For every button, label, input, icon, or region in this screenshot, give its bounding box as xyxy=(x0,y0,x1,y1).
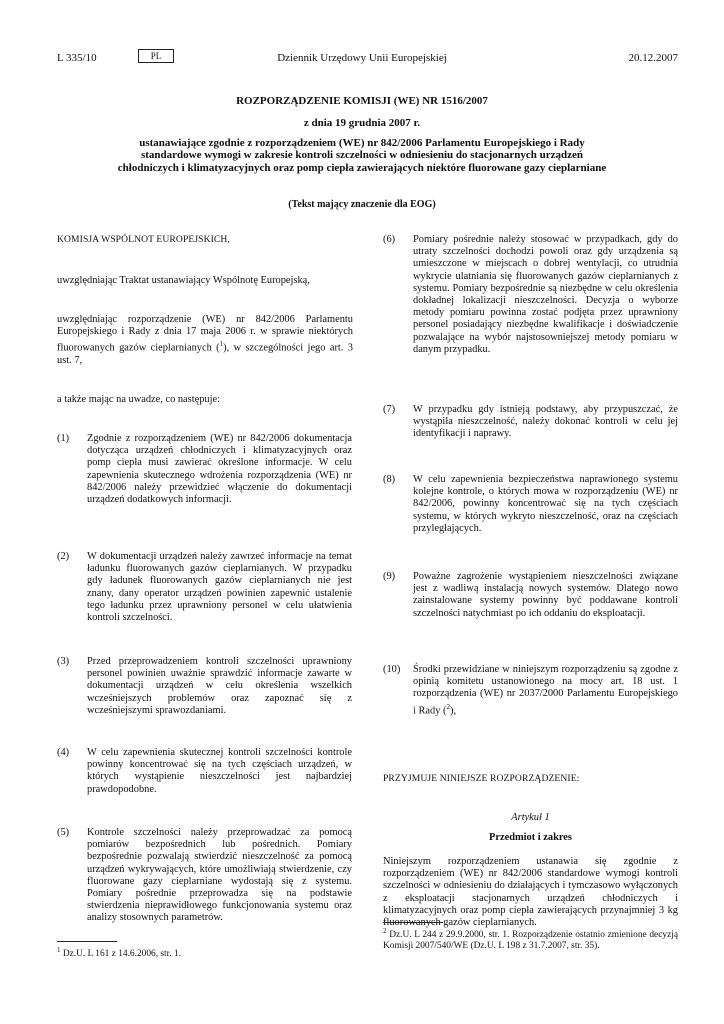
adoption-line: PRZYJMUJE NINIEJSZE ROZPORZĄDZENIE: xyxy=(383,773,580,784)
recital-number: (8) xyxy=(383,474,396,485)
treaty-recital: uwzględniając Traktat ustanawiający Wspólnotę Europejską, xyxy=(57,275,310,286)
journal-name: Dziennik Urzędowy Unii Europejskiej xyxy=(277,52,447,64)
recital-number: (1) xyxy=(57,433,70,444)
recital-text: W dokumentacji urządzeń należy zawrzeć informacje na temat ładunku fluorowanych gazów cieplarnianych. W przypadku gdy ładunek fluorowanych gazów cieplarnianych nie jest znany, dany operator urządzeń powinien zapewnić ustalenie tego ładunku przez uprawniony personel w celu ułatwienia kontroli szczelności. xyxy=(87,551,352,624)
regulation-date: z dnia 19 grudnia 2007 r. xyxy=(303,117,421,129)
footnote-2: $^2$ Dz.U. L 244 z 29.9.2000, str. 1. Rozporządzenie ostatnio zmienione decyzją Komisji 2007/540/WE (Dz.U. L 198 z 31.7.2007, str. 35). xyxy=(383,927,678,952)
recital-number: (10) xyxy=(383,664,401,675)
footnote-divider xyxy=(57,941,117,942)
commission-line: KOMISJA WSPÓLNOT EUROPEJSKICH, xyxy=(57,234,230,245)
recital-text: Pomiary pośrednie należy stosować w przypadkach, gdy do utraty szczelności dochodzi powoli oraz gdy urządzenia są umieszczone w miejscach o dobrej wentylacji, co utrudnia wykrycie ulatniania się fluorowanych gazów cieplarnianych z systemu. Pomiary bezpośrednie są niezbędne w celu określenia dokładnej lokalizacji nieszczelności. Decyzja o wyborze metody pomiaru powinna zostać podjęta przez uprawniony personel posiadający niezbędne kwalifikacje i doświadczenie pozwalające na wybór najstosowniejszej metody pomiaru w danym przypadku. xyxy=(413,234,678,355)
page-reference: L 335/10 xyxy=(57,52,97,64)
recital-number: (4) xyxy=(57,747,70,758)
footnote-divider xyxy=(383,922,443,923)
recital-text: W celu zapewnienia bezpieczeństwa naprawionego systemu kolejne kontrole, o których mowa w rozporządzeniu (WE) nr 842/2006, powinny koncentrować się na tych częściach systemu, w których wykryto nieszczelność, oraz na częściach przyległających. xyxy=(413,474,678,534)
recital-number: (6) xyxy=(383,234,396,245)
recital-number: (9) xyxy=(383,571,396,582)
footnote-1: $^1$ Dz.U. L 161 z 14.6.2006, str. 1. xyxy=(57,946,181,960)
footnote-ref[interactable]: 2 xyxy=(446,702,450,711)
recital-text: Kontrole szczelności należy przeprowadzać za pomocą pomiarów bezpośrednich lub pośrednich. Pomiary bezpośrednie pozwalają stwierdzić nieszczelność za pomocą urządzeń wykrywających, które umożliwiają stwierdzenie, czy fluorowane gazy cieplarniane wydostają się z systemu. Pomiary pośrednie przeprowadza się na podstawie stwierdzenia nieprawidłowego funkcjonowania systemu oraz analizy stosownych parametrów. xyxy=(87,827,352,924)
whereas-line: a także mając na uwadze, co następuje: xyxy=(57,394,220,405)
publication-date: 20.12.2007 xyxy=(628,52,678,64)
regulation-title: ROZPORZĄDZENIE KOMISJI (WE) NR 1516/2007 xyxy=(236,95,488,107)
recital-text: Zgodnie z rozporządzeniem (WE) nr 842/2006 dokumentacja dotycząca urządzeń chłodniczych i klimatyzacyjnych oraz pomp ciepła musi zawierać określone informacje. W celu zapewnienia skutecznego wdrożenia rozporządzenia (WE) nr 842/2006 należy przewidzieć włączenie do dokumentacji urządzeń dodatkowych informacji. xyxy=(87,433,352,506)
recital-number: (2) xyxy=(57,551,70,562)
recital-number: (3) xyxy=(57,656,70,667)
article-title: Przedmiot i zakres xyxy=(489,832,572,843)
footnote-ref[interactable]: 1 xyxy=(219,340,224,349)
recital-text: Przed przeprowadzeniem kontroli szczelności uprawniony personel powinien uważnie sprawdzić informacje zawarte w dokumentacji urządzeń w celu określenia wszelkich wcześniejszych problemów oraz zapoznać się z wcześniejszymi sprawozdaniami. xyxy=(87,656,352,716)
recital-text: W przypadku gdy istnieją podstawy, aby przypuszczać, że wystąpiła nieszczelność, należy dokonać kontroli w celu jej identyfikacji i naprawy. xyxy=(413,404,678,440)
recital-text: Środki przewidziane w niniejszym rozporządzeniu są zgodne z opinią komitetu ustanowionego na mocy art. 18 ust. 1 rozporządzenia (WE) nr 2037/2000 Parlamentu Europejskiego i Rady ($^2$), xyxy=(413,664,678,717)
recital-text: W celu zapewnienia skutecznej kontroli szczelności kontrole powinny koncentrować się na tych częściach urządzeń, w których wystąpienie nieszczelności jest najbardziej prawdopodobne. xyxy=(87,747,352,795)
eea-relevance: (Tekst mający znaczenie dla EOG) xyxy=(288,199,436,210)
recital-number: (5) xyxy=(57,827,70,838)
article-text: Niniejszym rozporządzeniem ustanawia się zgodnie z rozporządzeniem (WE) nr 842/2006 standardowe wymogi kontroli szczelności w odniesieniu do działających i tymczasowo wyłączonych z eksploatacji stacjonarnych urządzeń chłodniczych i klimatyzacyjnych oraz pomp ciepła zawierających przynajmniej 3 kg fluorowanych gazów cieplarnianych. xyxy=(383,856,678,929)
recital-text: Poważne zagrożenie wystąpieniem nieszczelności związane jest z wadliwą instalacją nowych systemów. Dlatego nowo zainstalowane systemy powinny być poddawane kontroli szczelności natychmiast po ich oddaniu do eksploatacji. xyxy=(413,571,678,619)
article-label: Artykuł 1 xyxy=(511,812,550,823)
recital-number: (7) xyxy=(383,404,396,415)
regulation-subject: ustanawiające zgodnie z rozporządzeniem (WE) nr 842/2006 Parlamentu Europejskiego i Rady standardowe wymogi w zakresie kontroli szczelności w odniesieniu do stacjonarnych urządzeń chłodniczych i klimatyzacyjnych oraz pomp ciepła zawierających niektóre fluorowane gazy cieplarniane xyxy=(117,137,607,174)
regulation-recital: uwzględniając rozporządzenie (WE) nr 842/2006 Parlamentu Europejskiego i Rady z dnia 17 maja 2006 r. w sprawie niektórych fluorowanych gazów cieplarnianych ($^1$), w szczególności jego art. 3 ust. 7, xyxy=(57,314,353,367)
language-badge: PL xyxy=(138,49,174,63)
